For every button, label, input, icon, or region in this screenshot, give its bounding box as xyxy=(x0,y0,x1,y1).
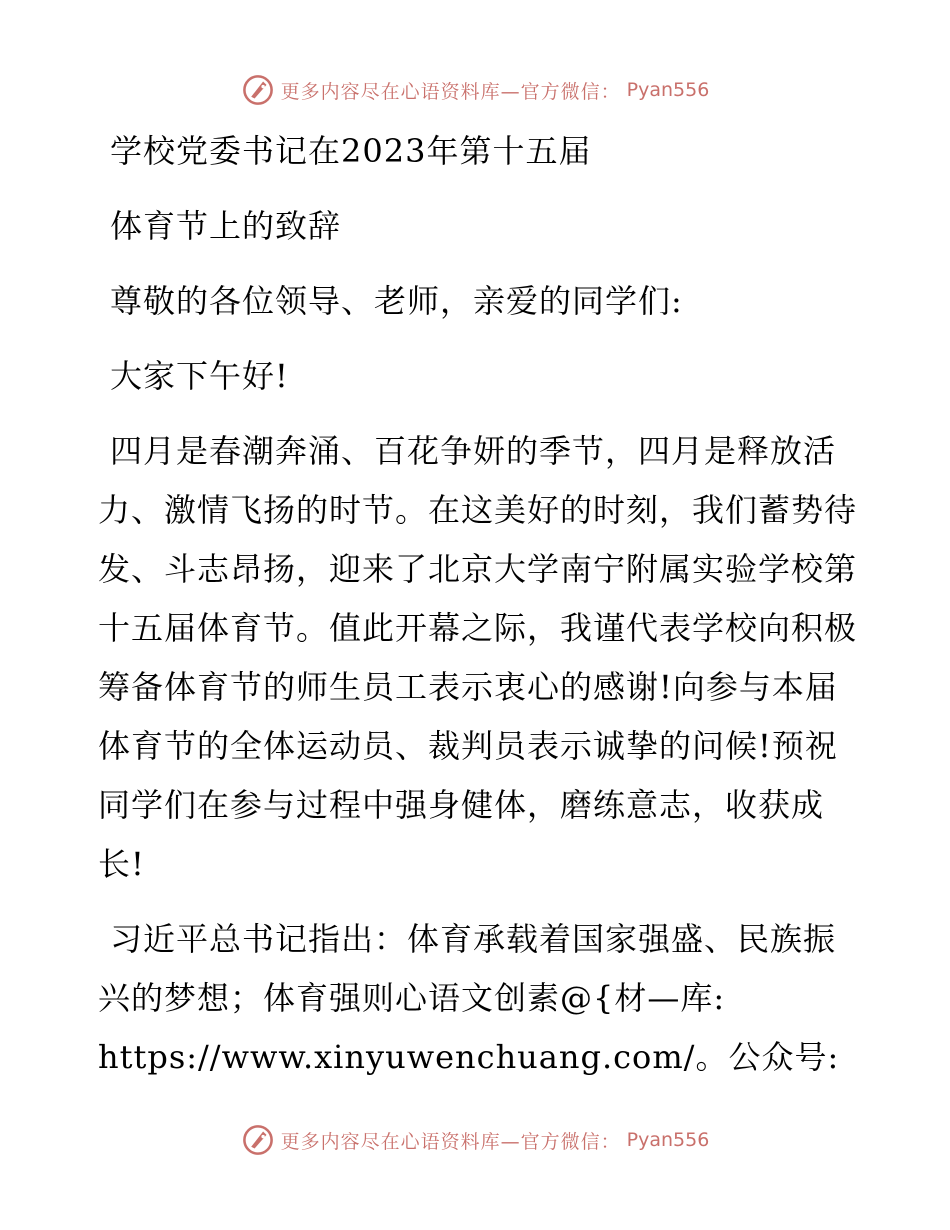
watermark-text: 更多内容尽在心语资料库—官方微信： xyxy=(280,1130,621,1153)
footer-watermark xyxy=(0,1120,950,1160)
body-paragraph-2: 习近平总书记指出：体育承载着国家强盛、民族振兴的梦想；体育强则心语文创素@{材—库: xyxy=(98,920,837,1017)
pen-nib-logo-icon xyxy=(241,1123,275,1157)
body-paragraph-2-url: https://www.xinyuwenchuang.com/。公众号: xyxy=(98,1038,840,1076)
greeting: 大家下午好! xyxy=(110,357,289,395)
document-title-line-2: 体育节上的致辞 xyxy=(110,207,342,245)
document-body xyxy=(98,122,858,1087)
pen-nib-logo-icon xyxy=(241,73,275,107)
header-watermark xyxy=(0,70,950,110)
body-paragraph-1: 四月是春潮奔涌、百花争妍的季节，四月是释放活力、激情飞扬的时节。在这美好的时刻，我们蓄势待发、斗志昂扬，迎来了北京大学南宁附属实验学校第十五届体育节。值此开幕之际，我谨代表学校向积极筹备体育节的师生员工表示衷心的感谢!向参与本届体育节的全体运动员、裁判员表示诚挚的问候!预祝同学们在参与过程中强身健体，磨练意志，收获成长! xyxy=(98,432,858,883)
watermark-wechat-id: Pyan556 xyxy=(626,1129,710,1151)
document-title-line-1: 学校党委书记在2023年第十五届 xyxy=(110,132,592,170)
salutation: 尊敬的各位领导、老师，亲爱的同学们: xyxy=(110,282,683,320)
watermark-wechat-id: Pyan556 xyxy=(626,79,710,101)
watermark-text: 更多内容尽在心语资料库—官方微信： xyxy=(280,80,621,103)
